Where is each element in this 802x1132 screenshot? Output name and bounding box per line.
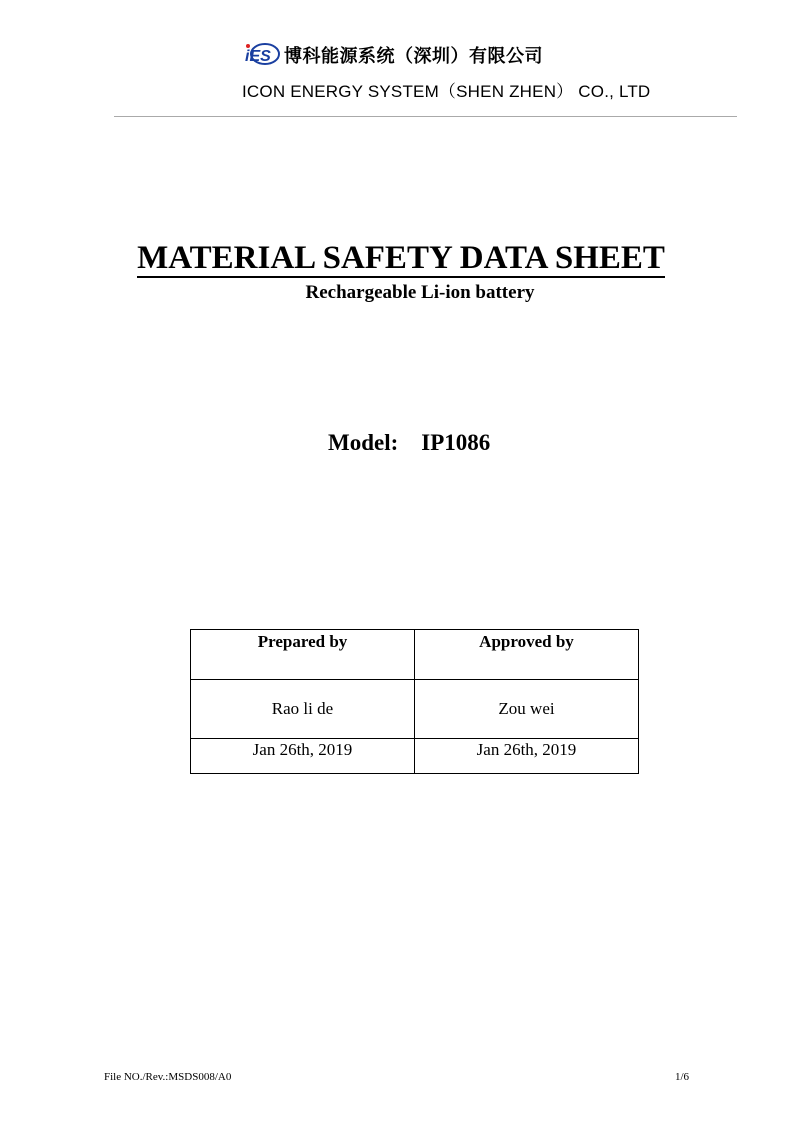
footer-page-number: 1/6 <box>675 1071 690 1083</box>
table-row-names <box>191 680 639 739</box>
model-value: IP1086 <box>421 430 491 455</box>
model-label: Model: <box>328 430 399 455</box>
prepared-date: Jan 26th, 2019 <box>191 739 415 774</box>
document-subtitle: Rechargeable Li-ion battery <box>305 282 535 303</box>
preparer-name: Rao li de <box>191 680 415 739</box>
document-title <box>0 240 802 277</box>
table-row-dates <box>191 739 639 774</box>
company-name-english: ICON ENERGY SYSTEM（SHEN ZHEN） CO., LTD <box>242 82 651 101</box>
approved-date: Jan 26th, 2019 <box>415 739 639 774</box>
table-header-row <box>191 630 639 680</box>
svg-text:iES: iES <box>245 48 271 65</box>
model-line <box>328 430 490 456</box>
approval-table <box>190 629 639 774</box>
header-divider <box>114 116 737 117</box>
header-prepared-by: Prepared by <box>191 630 415 680</box>
footer-file-number: File NO./Rev.:MSDS008/A0 <box>104 1071 232 1083</box>
header-approved-by: Approved by <box>415 630 639 680</box>
title-text: MATERIAL SAFETY DATA SHEET <box>137 240 665 276</box>
company-name-chinese: 博科能源系统（深圳）有限公司 <box>284 46 543 67</box>
company-logo-icon <box>243 42 281 66</box>
approver-name: Zou wei <box>415 680 639 739</box>
